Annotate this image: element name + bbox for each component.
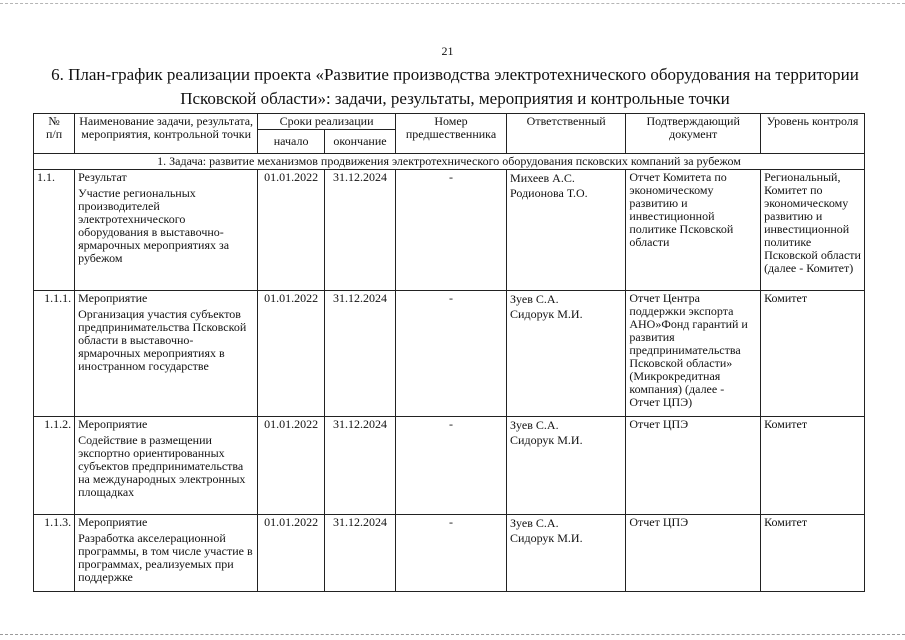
document-title (40, 63, 870, 111)
title-line-1: 6. План-график реализации проекта «Развитие производства электротехнического оборудования на территории (51, 65, 859, 84)
header-row (34, 114, 865, 130)
title-line-2: Псковской области»: задачи, результаты, мероприятия и контрольные точки (180, 89, 730, 108)
row-document: Отчет ЦПЭ (626, 515, 761, 592)
row-start-date: 01.01.2022 (258, 515, 325, 592)
row-predecessor: - (395, 170, 506, 291)
row-responsible (507, 291, 626, 417)
row-document: Отчет ЦПЭ (626, 417, 761, 515)
row-document: Отчет Центра поддержки экспорта АНО»Фонд гарантий и развития предпринимательства Псковской области» (Микрокредитная компания) (далее - Отчет ЦПЭ) (626, 291, 761, 417)
header-num: № п/п (34, 114, 75, 154)
section-row (34, 154, 865, 170)
scan-edge-bottom (0, 634, 905, 635)
row-number: 1.1.3. (34, 515, 75, 592)
header-control-level: Уровень контроля (761, 114, 865, 154)
row-end-date: 31.12.2024 (325, 170, 396, 291)
row-description: Участие региональных производителей электротехнического оборудования в выставочно-ярмарочных мероприятиях за рубежом (78, 186, 230, 265)
row-kind: Мероприятие (78, 515, 148, 529)
header-start: начало (258, 130, 325, 154)
row-number: 1.1.1. (34, 291, 75, 417)
header-terms: Сроки реализации (258, 114, 396, 130)
row-control-level: Региональный, Комитет по экономическому развитию и инвестиционной политике Псковской области (далее - Комитет) (761, 170, 865, 291)
row-responsible (507, 170, 626, 291)
section-title: 1. Задача: развитие механизмов продвижения электротехнического оборудования псковских компаний за рубежом (34, 154, 865, 170)
row-end-date: 31.12.2024 (325, 515, 396, 592)
row-responsible (507, 515, 626, 592)
table-row (34, 170, 865, 291)
row-predecessor: - (395, 515, 506, 592)
responsible-person: Сидорук М.И. (510, 307, 583, 321)
responsible-person: Сидорук М.И. (510, 433, 583, 447)
row-predecessor: - (395, 291, 506, 417)
responsible-person: Михеев А.С. (510, 171, 575, 185)
row-kind: Мероприятие (78, 417, 148, 431)
plan-schedule-table (33, 113, 865, 592)
row-start-date: 01.01.2022 (258, 417, 325, 515)
row-kind: Результат (78, 170, 127, 184)
responsible-person: Зуев С.А. (510, 516, 559, 530)
responsible-person: Сидорук М.И. (510, 531, 583, 545)
page-number: 21 (441, 44, 454, 58)
responsible-person: Родионова Т.О. (510, 186, 588, 200)
row-control-level: Комитет (761, 291, 865, 417)
row-responsible (507, 417, 626, 515)
row-description: Разработка акселерационной программы, в том числе участие в программах, реализуемых при поддержке (78, 531, 253, 584)
table-row (34, 515, 865, 592)
row-start-date: 01.01.2022 (258, 291, 325, 417)
row-predecessor: - (395, 417, 506, 515)
responsible-person: Зуев С.А. (510, 292, 559, 306)
row-description: Организация участия субъектов предпринимательства Псковской области в выставочно-ярмарочных мероприятиях в иностранном государстве (78, 307, 247, 373)
row-kind: Мероприятие (78, 291, 148, 305)
row-name (75, 515, 258, 592)
row-name (75, 170, 258, 291)
row-control-level: Комитет (761, 515, 865, 592)
header-name: Наименование задачи, результата, мероприятия, контрольной точки (75, 114, 258, 154)
row-control-level: Комитет (761, 417, 865, 515)
row-start-date: 01.01.2022 (258, 170, 325, 291)
scan-edge-top (0, 3, 905, 4)
row-description: Содействие в размещении экспортно ориентированных субъектов предпринимательства на международных электронных площадках (78, 433, 246, 499)
table-row (34, 291, 865, 417)
row-number: 1.1.2. (34, 417, 75, 515)
row-end-date: 31.12.2024 (325, 291, 396, 417)
responsible-person: Зуев С.А. (510, 418, 559, 432)
table-row (34, 417, 865, 515)
header-document: Подтверждающий документ (626, 114, 761, 154)
header-end: окончание (325, 130, 396, 154)
header-responsible: Ответственный (507, 114, 626, 154)
row-name (75, 417, 258, 515)
header-predecessor: Номер предшественника (395, 114, 506, 154)
row-name (75, 291, 258, 417)
row-document: Отчет Комитета по экономическому развитию и инвестиционной политике Псковской области (626, 170, 761, 291)
row-number: 1.1. (34, 170, 75, 291)
row-end-date: 31.12.2024 (325, 417, 396, 515)
